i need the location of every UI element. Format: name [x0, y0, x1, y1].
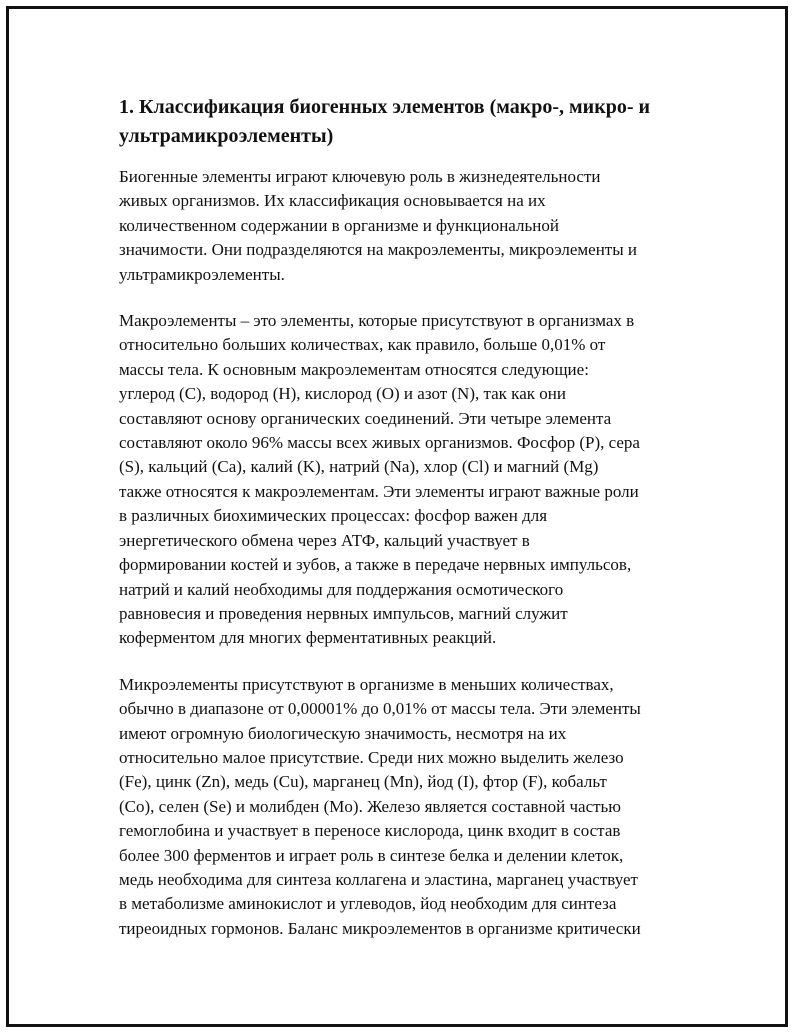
text-line: гемоглобина и участвует в переносе кислорода, цинк входит в состав [119, 821, 621, 841]
text-line: живых организмов. Их классификация основывается на их [119, 191, 546, 211]
text-line: тиреоидных гормонов. Баланс микроэлементов в организме критически [119, 918, 641, 938]
text-line: массы тела. К основным макроэлементам относятся следующие: [119, 359, 589, 379]
text-line: в метаболизме аминокислот и углеводов, йод необходим для синтеза [119, 894, 617, 914]
text-line: обычно в диапазоне от 0,00001% до 0,01% от массы тела. Эти элементы [119, 699, 641, 719]
text-line: в различных биохимических процессах: фосфор важен для [119, 506, 548, 526]
paragraph-macroelements [119, 309, 684, 651]
text-line: (S), кальций (Ca), калий (K), натрий (Na), хлор (Cl) и магний (Mg) [119, 457, 599, 477]
text-line: имеют огромную биологическую значимость, несмотря на их [119, 723, 567, 743]
section-title-line: 1. Классификация биогенных элементов (макро-, микро- и [119, 96, 651, 118]
text-line: относительно малое присутствие. Среди них можно выделить железо [119, 747, 624, 767]
text-line: также относятся к макроэлементам. Эти элементы играют важные роли [119, 481, 639, 501]
text-line: Макроэлементы – это элементы, которые присутствуют в организмах в [119, 311, 635, 331]
text-line: равновесия и проведения нервных импульсов, магний служит [119, 603, 568, 623]
paragraph-intro [119, 165, 684, 287]
text-line: относительно больших количествах, как правило, больше 0,01% от [119, 335, 606, 355]
text-line: медь необходима для синтеза коллагена и эластина, марганец участвует [119, 869, 638, 889]
paragraph-microelements [119, 673, 684, 941]
text-line: более 300 ферментов и играет роль в синтезе белка и делении клеток, [119, 845, 624, 865]
text-line: формировании костей и зубов, а также в передаче нервных импульсов, [119, 555, 632, 575]
text-line: значимости. Они подразделяются на макроэлементы, микроэлементы и [119, 240, 637, 260]
text-line: энергетического обмена через АТФ, кальций участвует в [119, 530, 530, 550]
section-title [119, 93, 684, 151]
text-line: Биогенные элементы играют ключевую роль в жизнедеятельности [119, 167, 601, 186]
text-line: натрий и калий необходимы для поддержания осмотического [119, 579, 564, 599]
text-line: составляют основу органических соединений. Эти четыре элемента [119, 408, 612, 428]
text-line: углерод (C), водород (H), кислород (O) и азот (N), так как они [119, 384, 566, 404]
text-line: составляют около 96% массы всех живых организмов. Фосфор (P), сера [119, 433, 640, 453]
text-line: коферментом для многих ферментативных реакций. [119, 628, 497, 648]
section-title-line: ультрамикроэлементы) [119, 125, 334, 147]
document-content [119, 93, 684, 963]
text-line: ультрамикроэлементы. [119, 264, 285, 284]
text-line: (Fe), цинк (Zn), медь (Cu), марганец (Mn), йод (I), фтор (F), кобальт [119, 772, 607, 792]
text-line: Микроэлементы присутствуют в организме в меньших количествах, [119, 674, 614, 694]
text-line: (Co), селен (Se) и молибден (Mo). Железо является составной частью [119, 796, 622, 816]
text-line: количественном содержании в организме и функциональной [119, 215, 559, 235]
